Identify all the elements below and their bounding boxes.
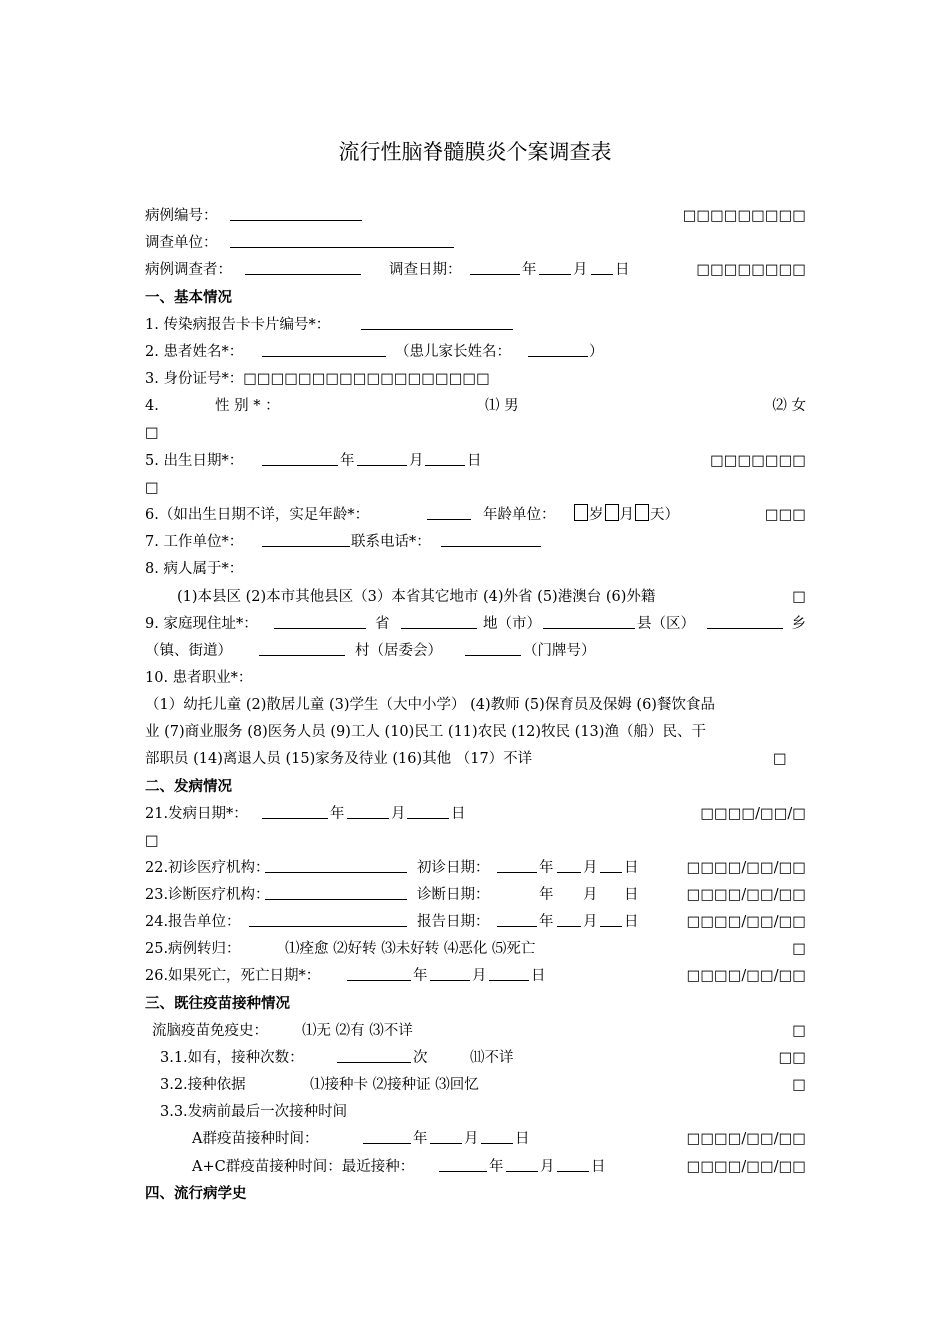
ac-vaccine-year-field[interactable] xyxy=(439,1156,487,1179)
v2-row: 3.2.接种依据 ⑴接种卡 ⑵接种证 ⑶回忆 □ xyxy=(145,1074,806,1096)
q3-row: 3. 身份证号*：□□□□□□□□□□□□□□□□□□ xyxy=(145,371,490,387)
q6-row: 6.（如出生日期不详，实足年龄*： 年龄单位： 岁 月 天） □□□ xyxy=(145,504,806,526)
county-field[interactable] xyxy=(543,613,635,636)
survey-year-field[interactable] xyxy=(470,259,520,282)
birth-month-field[interactable] xyxy=(357,450,407,473)
birth-year-field[interactable] xyxy=(262,450,338,473)
residence-options[interactable]: (1)本县区 (2)本市其他县区（3）本省其它地市 (4)外省 (5)港澳台 (6)外籍 xyxy=(177,589,656,605)
patient-name-field[interactable] xyxy=(262,341,386,364)
q9-row2: （镇、街道） 村（居委会） （门牌号） xyxy=(145,640,806,662)
survey-unit-field[interactable] xyxy=(230,232,454,255)
onset-month-field[interactable] xyxy=(347,803,389,826)
first-visit-day-field[interactable] xyxy=(600,857,622,880)
age-field[interactable] xyxy=(427,504,471,527)
vaccine-basis-options[interactable]: ⑴接种卡 ⑵接种证 ⑶回忆 xyxy=(310,1077,479,1093)
ac-vaccine-day-field[interactable] xyxy=(557,1156,589,1179)
q24-row: 24.报告单位： 报告日期： 年 月 日 □□□□/□□/□□ xyxy=(145,911,806,933)
first-visit-month-field[interactable] xyxy=(557,857,581,880)
first-clinic-field[interactable] xyxy=(265,857,407,880)
report-month-field[interactable] xyxy=(557,911,581,934)
death-year-field[interactable] xyxy=(347,965,411,988)
parent-name-field[interactable] xyxy=(528,341,588,364)
q9-row: 9. 家庭现住址*： 省 地（市） 县（区） 乡 xyxy=(145,613,806,635)
v3-row: 3.3.发病前最后一次接种时间 xyxy=(160,1104,348,1120)
case-no-field[interactable] xyxy=(230,205,362,228)
q8-options-row: (1)本县区 (2)本市其他县区（3）本省其它地市 (4)外省 (5)港澳台 (6)外籍 □ xyxy=(145,586,806,608)
vaccine-history-options[interactable]: ⑴无 ⑵有 ⑶不详 xyxy=(302,1023,413,1039)
occupation-line-3: 部职员 (14)离退人员 (15)家务及待业 (16)其他 （17）不详 □ xyxy=(145,751,787,767)
report-day-field[interactable] xyxy=(600,911,622,934)
case-no-row: 病例编号： □□□□□□□□□ xyxy=(145,205,806,227)
death-day-field[interactable] xyxy=(489,965,529,988)
city-field[interactable] xyxy=(401,613,477,636)
section-epidemiology: 四、流行病学史 xyxy=(145,1186,247,1202)
q22-row: 22.初诊医疗机构： 初诊日期： 年 月 日 □□□□/□□/□□ xyxy=(145,857,806,879)
q7-row: 7. 工作单位*： 联系电话*： xyxy=(145,531,806,553)
age-unit-month-box[interactable] xyxy=(605,504,619,521)
age-unit-year-box[interactable] xyxy=(574,504,588,521)
sex-male-option[interactable]: ⑴ 男 xyxy=(485,398,519,414)
q21-box-row: □ xyxy=(145,833,159,849)
q2-row: 2. 患者姓名*： （患儿家长姓名： ） xyxy=(145,341,806,363)
q5-row: 5. 出生日期*： 年 月 日 □□□□□□□ xyxy=(145,450,806,472)
report-year-field[interactable] xyxy=(497,911,537,934)
q10-row: 10. 患者职业*： xyxy=(145,670,253,686)
dose-unknown-option[interactable]: ⑾不详 xyxy=(470,1050,514,1066)
q21-row: 21.发病日期*： 年 月 日 □□□□/□□/□ xyxy=(145,803,806,825)
v0-row: 流脑疫苗免疫史： ⑴无 ⑵有 ⑶不详 □ xyxy=(145,1020,806,1042)
q8-row: 8. 病人属于*： xyxy=(145,561,244,577)
q26-row: 26.如果死亡，死亡日期*： 年 月 日 □□□□/□□/□□ xyxy=(145,965,806,987)
province-field[interactable] xyxy=(274,613,366,636)
house-no-field[interactable] xyxy=(465,640,521,663)
q4-row: 4. 性 别 * ： ⑴ 男 ⑵ 女 xyxy=(145,395,806,417)
age-unit-day-box[interactable] xyxy=(635,504,649,521)
ac-vaccine-month-field[interactable] xyxy=(506,1156,538,1179)
q23-row: 23.诊断医疗机构： 诊断日期： 年 月 日 □□□□/□□/□□ xyxy=(145,884,806,906)
dose-count-field[interactable] xyxy=(337,1047,411,1070)
town-field[interactable] xyxy=(707,613,783,636)
occupation-line-1: （1）幼托儿童 (2)散居儿童 (3)学生（大中小学） (4)教师 (5)保育员及保姆 (6)餐饮食品 xyxy=(145,697,715,713)
q5-box-row: □ xyxy=(145,480,159,496)
section-onset: 二、发病情况 xyxy=(145,779,232,795)
survey-day-field[interactable] xyxy=(591,259,613,282)
sex-female-option[interactable]: ⑵ 女 xyxy=(772,398,806,414)
q1-row: 1. 传染病报告卡卡片编号*： xyxy=(145,314,806,336)
survey-month-field[interactable] xyxy=(539,259,571,282)
survey-unit-row: 调查单位： xyxy=(145,232,806,254)
diagnosis-clinic-field[interactable] xyxy=(265,884,407,907)
q4-box-row: □ xyxy=(145,425,159,441)
section-basic: 一、基本情况 xyxy=(145,290,232,306)
a-vaccine-day-field[interactable] xyxy=(481,1128,513,1151)
investigator-field[interactable] xyxy=(245,259,361,282)
report-unit-field[interactable] xyxy=(249,911,407,934)
report-card-field[interactable] xyxy=(361,314,513,337)
death-month-field[interactable] xyxy=(430,965,470,988)
onset-day-field[interactable] xyxy=(407,803,449,826)
birth-day-field[interactable] xyxy=(425,450,465,473)
v3b-row: A+C群疫苗接种时间：最近接种： 年 月 日 □□□□/□□/□□ xyxy=(145,1156,806,1178)
investigator-row: 病例调查者： 调查日期： 年 月 日 □□□□□□□□ xyxy=(145,259,806,281)
street-field[interactable] xyxy=(259,640,345,663)
q25-row: 25.病例转归： ⑴痊愈 ⑵好转 ⑶未好转 ⑷恶化 ⑸死亡 □ xyxy=(145,938,806,960)
v1-row: 3.1.如有，接种次数： 次 ⑾不详 □□ xyxy=(145,1047,806,1069)
first-visit-year-field[interactable] xyxy=(497,857,537,880)
a-vaccine-year-field[interactable] xyxy=(363,1128,411,1151)
section-vaccination: 三、既往疫苗接种情况 xyxy=(145,996,290,1012)
v3a-row: A群疫苗接种时间： 年 月 日 □□□□/□□/□□ xyxy=(145,1128,806,1150)
occupation-line-2: 业 (7)商业服务 (8)医务人员 (9)工人 (10)民工 (11)农民 (12)牧民 (13)渔（船）民、干 xyxy=(145,724,706,740)
phone-field[interactable] xyxy=(441,531,541,554)
a-vaccine-month-field[interactable] xyxy=(430,1128,462,1151)
onset-year-field[interactable] xyxy=(262,803,328,826)
work-unit-field[interactable] xyxy=(262,531,350,554)
outcome-options[interactable]: ⑴痊愈 ⑵好转 ⑶未好转 ⑷恶化 ⑸死亡 xyxy=(285,941,536,957)
page-title: 流行性脑脊髓膜炎个案调查表 xyxy=(338,140,612,164)
